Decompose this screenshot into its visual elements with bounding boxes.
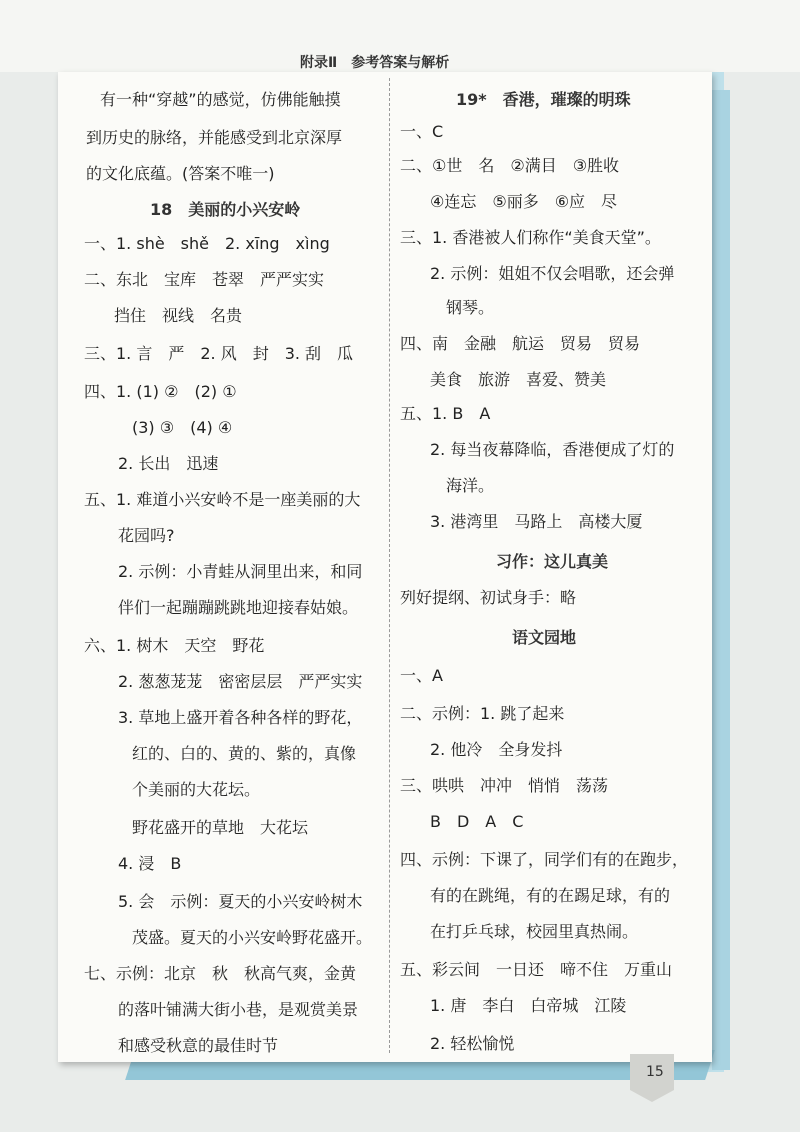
- answer-line: 二、①世 名 ②满目 ③胜收: [400, 156, 620, 175]
- answer-line: 海洋。: [446, 476, 495, 495]
- answer-line: 四、示例：下课了，同学们有的在跑步，: [400, 850, 689, 869]
- answer-line: 一、1. shè shě 2. xīng xìng: [84, 234, 330, 253]
- answer-line: 1. 唐 李白 白帝城 江陵: [430, 996, 627, 1015]
- answer-line: 2. 每当夜幕降临，香港便成了灯的: [430, 440, 675, 459]
- answer-line: 美食 旅游 喜爱、赞美: [430, 370, 607, 389]
- book-edge: [712, 90, 730, 1070]
- answer-line: 挡住 视线 名贵: [114, 306, 243, 325]
- answer-line: 三、哄哄 冲冲 悄悄 荡荡: [400, 776, 609, 795]
- answer-line: 的落叶铺满大街小巷，是观赏美景: [118, 1000, 359, 1019]
- answer-line: 五、1. 难道小兴安岭不是一座美丽的大: [84, 490, 361, 509]
- answer-line: 钢琴。: [446, 298, 495, 317]
- answer-line: 有一种“穿越”的感觉，仿佛能触摸: [100, 90, 341, 109]
- answer-line: 的文化底蕴。(答案不唯一): [86, 164, 275, 183]
- answer-line: 3. 港湾里 马路上 高楼大厦: [430, 512, 643, 531]
- answer-line: 三、1. 言 严 2. 风 封 3. 刮 瓜: [84, 344, 354, 363]
- answer-line: 有的在跳绳，有的在踢足球，有的: [430, 886, 671, 905]
- answer-line: 个美丽的大花坛。: [132, 780, 261, 799]
- answer-line: 二、示例：1. 跳了起来: [400, 704, 565, 723]
- answer-line: 2. 葱葱茏茏 密密层层 严严实实: [118, 672, 363, 691]
- answer-line: 二、东北 宝库 苍翠 严严实实: [84, 270, 325, 289]
- answer-line: 茂盛。夏天的小兴安岭野花盛开。: [132, 928, 373, 947]
- answer-line: B D A C: [430, 812, 524, 831]
- answer-line: 3. 草地上盛开着各种各样的野花，: [118, 708, 363, 727]
- answer-line: 和感受秋意的最佳时节: [118, 1036, 279, 1055]
- answer-line: 4. 浸 B: [118, 854, 182, 873]
- answer-line: 2. 示例：小青蛙从洞里出来，和同: [118, 562, 363, 581]
- answer-line: 2. 他冷 全身发抖: [430, 740, 563, 759]
- answer-line: 四、南 金融 航运 贸易 贸易: [400, 334, 641, 353]
- page-number: 15: [646, 1064, 664, 1080]
- answer-line: 在打乒乓球，校园里真热闹。: [430, 922, 639, 941]
- answer-line: 2. 长出 迅速: [118, 454, 219, 473]
- answer-line: 三、1. 香港被人们称作“美食天堂”。: [400, 228, 661, 247]
- page-header: [0, 0, 800, 72]
- answer-line: 四、1. (1) ② (2) ①: [84, 382, 237, 401]
- answer-line: 到历史的脉络，并能感受到北京深厚: [86, 128, 343, 147]
- answer-line: (3) ③ (4) ④: [132, 418, 233, 437]
- answer-line: 花园吗?: [118, 526, 175, 545]
- answer-line: 2. 示例：姐姐不仅会唱歌，还会弹: [430, 264, 675, 283]
- answer-line: 五、彩云间 一日还 啼不住 万重山: [400, 960, 673, 979]
- answer-line: 七、示例：北京 秋 秋高气爽，金黄: [84, 964, 357, 983]
- answer-line: 一、A: [400, 666, 443, 685]
- answer-line: 2. 轻松愉悦: [430, 1034, 515, 1053]
- section-heading: 习作：这儿真美: [496, 552, 609, 571]
- section-heading: 19* 香港，璀璨的明珠: [456, 90, 631, 109]
- answer-line: 五、1. B A: [400, 404, 491, 423]
- answer-line: 六、1. 树木 天空 野花: [84, 636, 265, 655]
- answer-line: ④连忘 ⑤丽多 ⑥应 尽: [430, 192, 618, 211]
- section-heading: 语文园地: [512, 628, 577, 647]
- answer-line: 一、C: [400, 122, 444, 141]
- answer-line: 列好提纲、初试身手：略: [400, 588, 577, 607]
- column-divider: [389, 78, 390, 1053]
- section-heading: 18 美丽的小兴安岭: [150, 200, 301, 219]
- answer-line: 红的、白的、黄的、紫的，真像: [132, 744, 357, 763]
- answer-line: 野花盛开的草地 大花坛: [132, 818, 309, 837]
- header-title: 附录Ⅱ 参考答案与解析: [300, 55, 450, 71]
- answer-line: 伴们一起蹦蹦跳跳地迎接春姑娘。: [118, 598, 359, 617]
- answer-line: 5. 会 示例：夏天的小兴安岭树木: [118, 892, 363, 911]
